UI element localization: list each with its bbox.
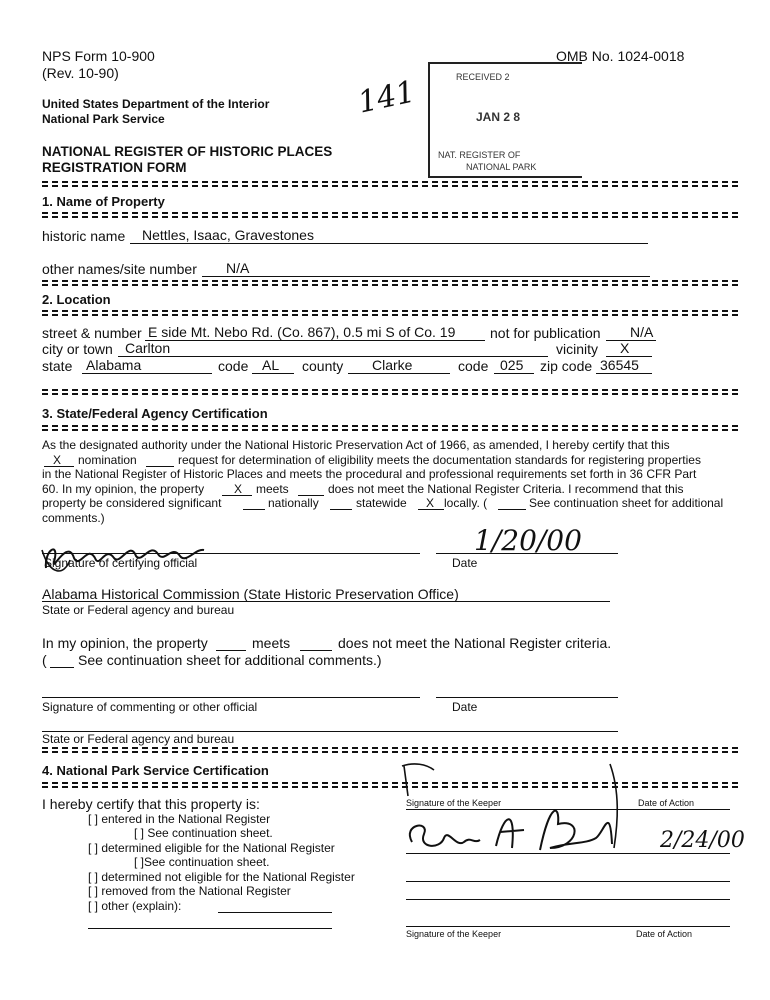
opinion-cont-label: See continuation sheet for additional comments.) (78, 652, 382, 668)
other-names-value: N/A (226, 260, 250, 276)
continuation-blank[interactable] (498, 495, 526, 510)
street-label: street & number (42, 325, 142, 341)
stamp-line4: NATIONAL PARK (466, 162, 537, 172)
keeper-signature-label-bottom: Signature of the Keeper (406, 929, 502, 939)
section2-heading: 2. Location (42, 292, 111, 307)
agency2-label: State or Federal agency and bureau (42, 732, 235, 746)
certifying-date-value: 1/20/00 (474, 524, 582, 557)
rule (42, 389, 738, 395)
request-blank[interactable] (146, 452, 174, 467)
opinion-continuation-blank[interactable] (50, 652, 74, 668)
other-names-field[interactable] (202, 261, 650, 277)
cert-paragraph-line3: in the National Register of Historic Places and meets the procedural and professional requirements set forth in 36 CFR Part (42, 467, 697, 481)
state-value: Alabama (86, 357, 142, 373)
opinion-label-a: In my opinion, the property (42, 635, 208, 651)
option-entered[interactable]: [ ] entered in the National Register (88, 812, 271, 826)
nationally-blank[interactable] (243, 495, 265, 510)
nationally-label: nationally (268, 496, 319, 510)
meets-label: meets (256, 482, 289, 496)
county-label: county (302, 358, 344, 374)
keeper-date-label: Date of Action (638, 798, 695, 808)
agency2-line[interactable] (42, 716, 618, 732)
commenting-date-line[interactable] (436, 682, 618, 698)
keeper-line-2[interactable] (406, 852, 730, 854)
historic-name-value: Nettles, Isaac, Gravestones (142, 227, 314, 243)
commenting-signature-label: Signature of commenting or other official (42, 700, 258, 714)
other-names-label: other names/site number (42, 261, 197, 277)
opinion-label-b: meets (252, 635, 291, 651)
locally-label: locally. ( (444, 496, 488, 510)
agency-label: State or Federal agency and bureau (42, 603, 235, 617)
keeper-signature (400, 752, 640, 862)
county-code-value: 025 (500, 357, 524, 373)
cert-paragraph-line2: request for determination of eligibility meets the documentation standards for registering properties (178, 453, 701, 467)
form-number: NPS Form 10-900 (42, 48, 155, 64)
zip-value: 36545 (600, 357, 639, 373)
city-value: Carlton (125, 340, 171, 356)
section1-heading: 1. Name of Property (42, 194, 165, 209)
rule (42, 425, 738, 431)
keeper-line-4[interactable] (406, 898, 730, 900)
received-stamp (428, 62, 582, 178)
meets-mark: X (234, 482, 243, 496)
city-label: city or town (42, 341, 113, 357)
stamp-line1: RECEIVED 2 (456, 72, 510, 82)
commenting-date-label: Date (452, 700, 478, 714)
keeper-date-label-bottom: Date of Action (636, 929, 693, 939)
handwritten-mark: 141 (354, 74, 419, 121)
nps-certify-label: I hereby certify that this property is: (42, 796, 260, 812)
opinion-cont-paren: ( (42, 652, 47, 668)
historic-name-label: historic name (42, 228, 126, 244)
statewide-label: statewide (356, 496, 407, 510)
stamp-line3: NAT. REGISTER OF (438, 150, 521, 160)
keeper-line-3[interactable] (406, 880, 730, 882)
opinion-does-not-meet-blank[interactable] (300, 635, 332, 651)
street-value: E side Mt. Nebo Rd. (Co. 867), 0.5 mi S of Co. 19 (148, 324, 456, 340)
option-eligible[interactable]: [ ] determined eligible for the National Register (88, 841, 335, 855)
statewide-blank[interactable] (330, 495, 352, 510)
option-entered-continuation[interactable]: [ ] See continuation sheet. (134, 826, 273, 840)
state-label: state (42, 358, 73, 374)
cert-paragraph-line1: As the designated authority under the National Historic Preservation Act of 1966, as amended, I hereby certify that this (42, 438, 670, 452)
cert-paragraph-line4c: does not meet the National Register Criteria. I recommend that this (328, 482, 684, 496)
form-title-line2: REGISTRATION FORM (42, 160, 187, 175)
state-code-label: code (218, 358, 249, 374)
state-code-value: AL (262, 357, 280, 373)
cert-paragraph-line5a: property be considered significant (42, 496, 222, 510)
form-title-line1: NATIONAL REGISTER OF HISTORIC PLACES (42, 144, 333, 159)
option-other[interactable]: [ ] other (explain): (88, 899, 182, 913)
keeper-line-5[interactable] (406, 925, 730, 927)
cert-paragraph-line6: comments.) (42, 511, 105, 525)
omb-number: OMB No. 1024-0018 (556, 48, 685, 64)
rule (42, 212, 738, 218)
cert-paragraph-line4a: 60. In my opinion, the property (42, 482, 205, 496)
certifying-signature-label: Signature of certifying official (44, 556, 198, 570)
department-name: United States Department of the Interior (42, 97, 270, 111)
option-removed[interactable]: [ ] removed from the National Register (88, 884, 291, 898)
not-for-publication-label: not for publication (490, 325, 601, 341)
rule (42, 310, 738, 316)
opinion-label-c: does not meet the National Register criteria. (338, 635, 612, 651)
other-explain-line2[interactable] (88, 914, 332, 929)
form-revision: (Rev. 10-90) (42, 65, 119, 81)
certifying-signature-line[interactable] (42, 538, 420, 554)
does-not-meet-blank[interactable] (298, 481, 324, 496)
locally-mark: X (426, 496, 435, 510)
stamp-date: JAN 2 8 (476, 110, 521, 124)
vicinity-label: vicinity (556, 341, 599, 357)
county-value: Clarke (372, 357, 413, 373)
keeper-signature-label: Signature of the Keeper (406, 798, 502, 808)
zip-label: zip code (540, 358, 593, 374)
county-code-label: code (458, 358, 489, 374)
option-eligible-continuation[interactable]: [ ]See continuation sheet. (134, 855, 270, 869)
agency-value: Alabama Historical Commission (State Historic Preservation Office) (42, 586, 459, 602)
opinion-meets-blank[interactable] (216, 635, 246, 651)
option-not-eligible[interactable]: [ ] determined not eligible for the National Register (88, 870, 355, 884)
rule (42, 181, 738, 187)
vicinity-value: X (620, 340, 630, 356)
nomination-label: nomination (78, 453, 137, 467)
other-explain-field[interactable] (218, 898, 332, 913)
certifying-date-label: Date (452, 556, 478, 570)
not-for-publication-value: N/A (630, 324, 654, 340)
cert-paragraph-line5e: See continuation sheet for additional (529, 496, 724, 510)
section3-heading: 3. State/Federal Agency Certification (42, 406, 268, 421)
rule (42, 280, 738, 286)
keeper-date-value: 2/24/00 (660, 828, 745, 853)
section4-heading: 4. National Park Service Certification (42, 763, 269, 778)
nomination-mark: X (53, 453, 62, 467)
service-name: National Park Service (42, 112, 165, 126)
city-field[interactable] (118, 341, 548, 357)
commenting-signature-line[interactable] (42, 682, 420, 698)
